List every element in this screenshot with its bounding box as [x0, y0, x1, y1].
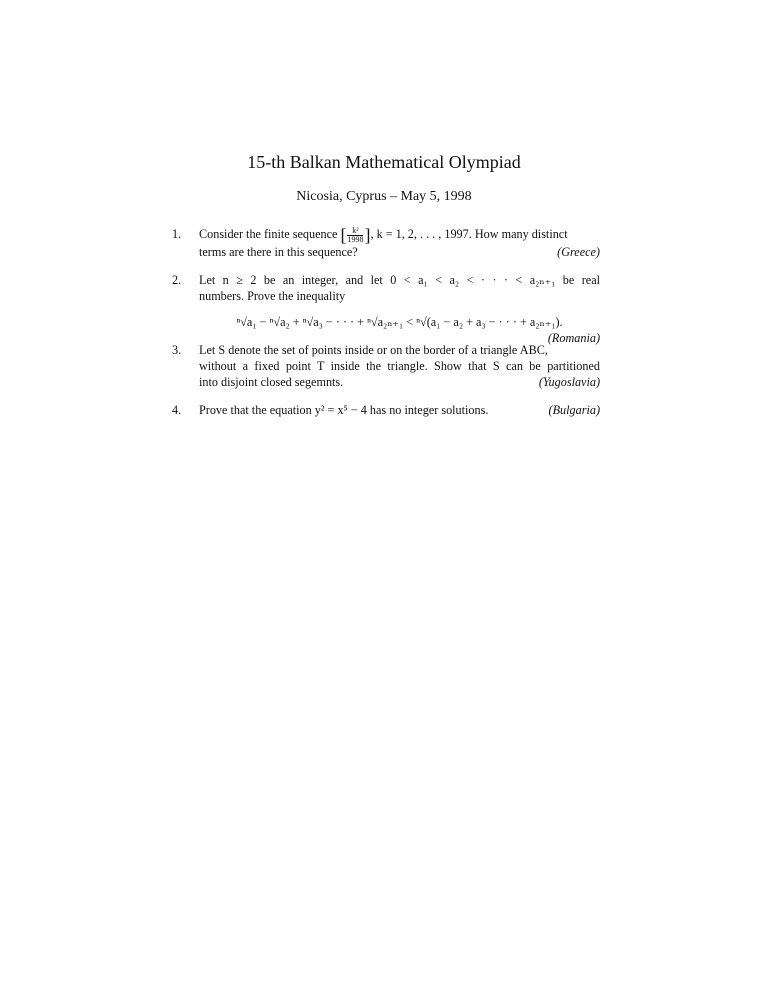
problem-line: Let S denote the set of points inside or on the border of a triangle ABC, [199, 342, 548, 357]
problem-text: , k = 1, 2, . . . , 1997. How many distinct [370, 227, 568, 241]
problem-line [199, 402, 600, 418]
problem-line: without a fixed point T inside the triangle. Show that S can be partitioned [199, 358, 600, 373]
problem-2 [172, 272, 600, 345]
problem-credit: (Yugoslavia) [538, 374, 600, 389]
problem-1 [172, 226, 600, 260]
problem-credit: (Romania) [547, 330, 600, 345]
document-subtitle: Nicosia, Cyprus – May 5, 1998 [296, 189, 472, 204]
problem-line: Let n ≥ 2 be an integer, and let 0 < a₁ < a₂ < · · · < a₂ₙ₊₁ be real [199, 272, 600, 287]
problem-3 [172, 342, 600, 390]
document-title: 15-th Balkan Mathematical Olympiad [247, 152, 521, 172]
problem-text: Prove that the equation y² = x⁵ − 4 has no integer solutions. [199, 402, 489, 417]
fraction [347, 227, 363, 244]
bracket-right: ] [364, 225, 371, 246]
problem-line [199, 244, 600, 260]
problem-text: terms are there in this sequence? [199, 244, 358, 259]
problem-line [199, 374, 600, 390]
fraction-denominator: 1998 [347, 234, 364, 244]
problem-formula: ⁿ√a₁ − ⁿ√a₂ + ⁿ√a₃ − · · · + ⁿ√a₂ₙ₊₁ < ⁿ√(a₁ − a₂ + a₃ − · · · + a₂ₙ₊₁). [236, 314, 563, 329]
problem-credit: (Greece) [557, 244, 600, 259]
problem-number: 2. [172, 272, 182, 287]
problem-4 [172, 402, 600, 418]
problem-text: into disjoint closed segemnts. [199, 374, 344, 389]
problem-text: Consider the finite sequence [199, 227, 338, 241]
fraction-numerator: k² [347, 227, 363, 236]
problem-number: 1. [172, 227, 182, 241]
problem-line: numbers. Prove the inequality [199, 288, 346, 303]
problem-credit: (Bulgaria) [548, 402, 600, 417]
problem-line [199, 226, 600, 244]
problem-list [172, 226, 600, 430]
problem-number: 4. [172, 402, 182, 417]
bracket-left: [ [340, 225, 347, 246]
problem-number: 3. [172, 342, 182, 357]
